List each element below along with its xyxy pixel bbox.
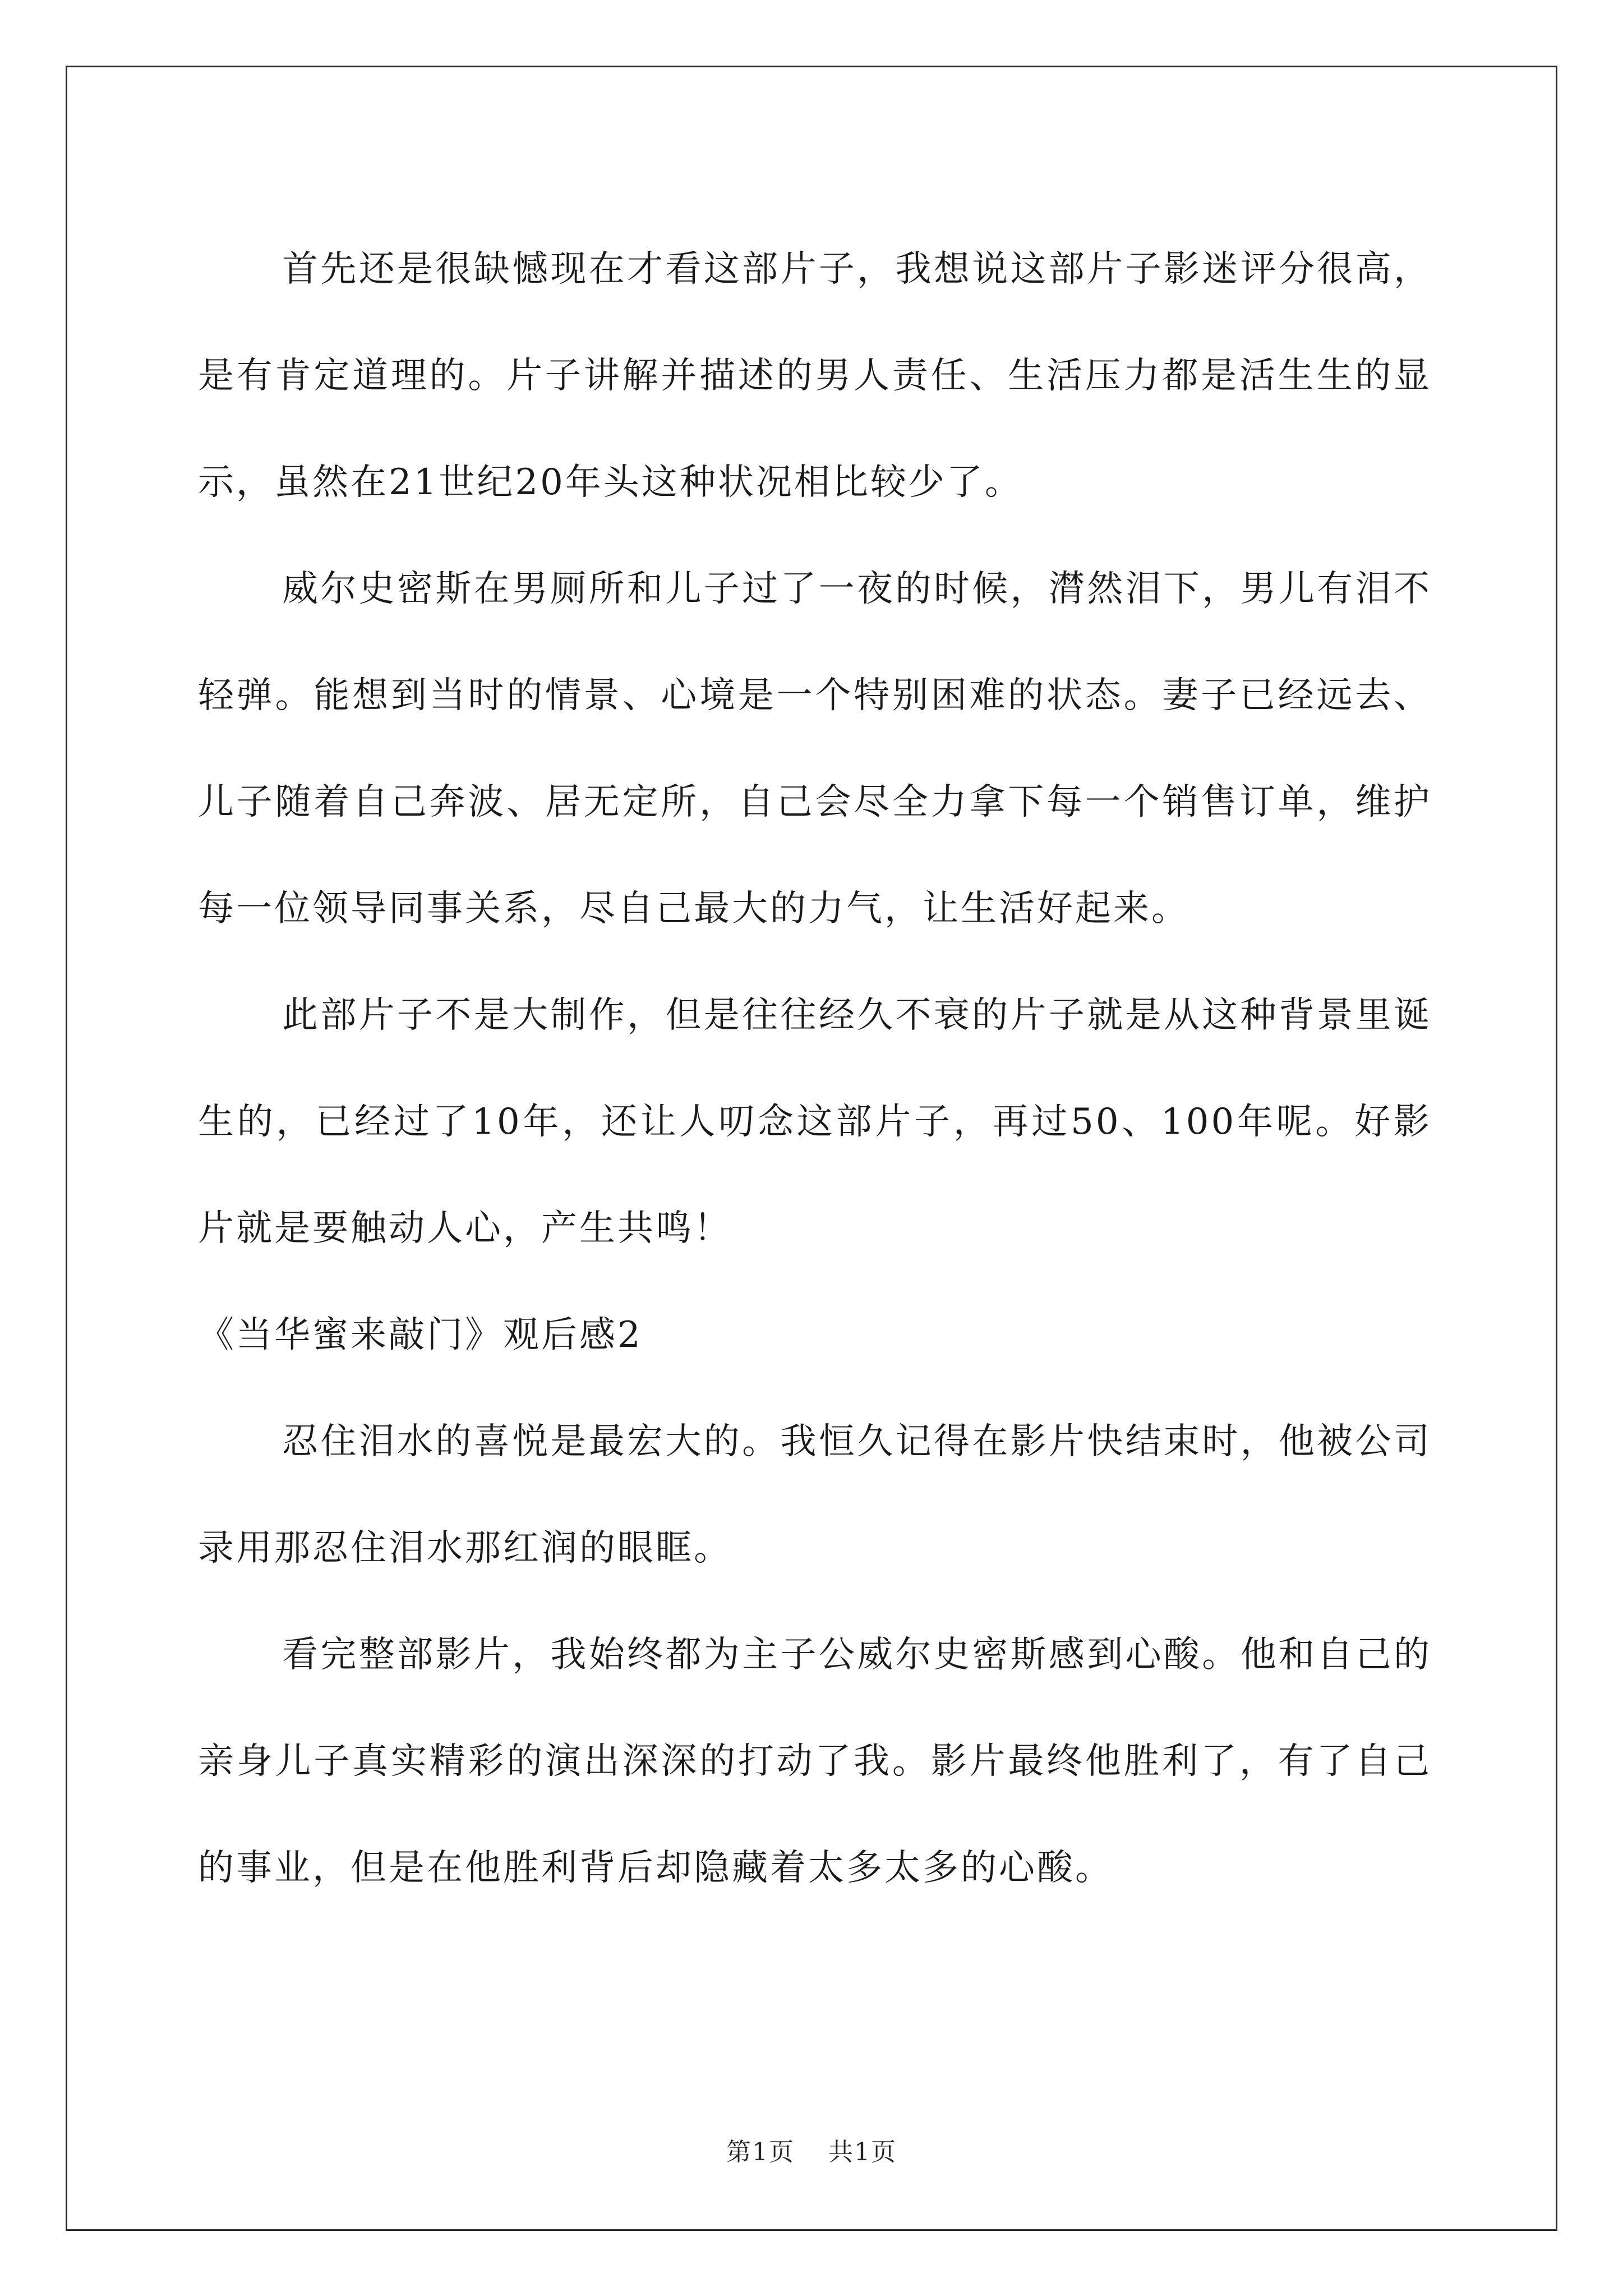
page-number: 第1页 — [726, 2138, 795, 2166]
paragraph: 看完整部影片，我始终都为主子公威尔史密斯感到心酸。他和自己的亲身儿子真实精彩的演出深深的打动了我。影片最终他胜利了，有了自己的事业，但是在他胜利背后却隐藏着太多太多的心酸。 — [198, 1634, 1432, 1889]
document-body — [198, 216, 1432, 1921]
paragraph: 威尔史密斯在男厕所和儿子过了一夜的时候，潸然泪下，男儿有泪不轻弹。能想到当时的情景、心境是一个特别困难的状态。妻子已经远去、儿子随着自己奔波、居无定所，自己会尽全力拿下每一个销售订单，维护每一位领导同事关系，尽自己最大的力气，让生活好起来。 — [198, 568, 1432, 930]
paragraph: 忍住泪水的喜悦是最宏大的。我恒久记得在影片快结束时，他被公司录用那忍住泪水那红润的眼眶。 — [198, 1421, 1432, 1569]
page-footer — [0, 2132, 1623, 2168]
paragraph: 首先还是很缺憾现在才看这部片子，我想说这部片子影迷评分很高，是有肯定道理的。片子讲解并描述的男人责任、生活压力都是活生生的显示，虽然在21世纪20年头这种状况相比较少了。 — [198, 249, 1432, 503]
page-total: 共1页 — [828, 2138, 897, 2166]
section-title: 《当华蜜来敲门》观后感2 — [198, 1314, 643, 1356]
paragraph: 此部片子不是大制作，但是往往经久不衰的片子就是从这种背景里诞生的，已经过了10年，还让人叨念这部片子，再过50、100年呢。好影片就是要触动人心，产生共鸣！ — [198, 995, 1432, 1249]
